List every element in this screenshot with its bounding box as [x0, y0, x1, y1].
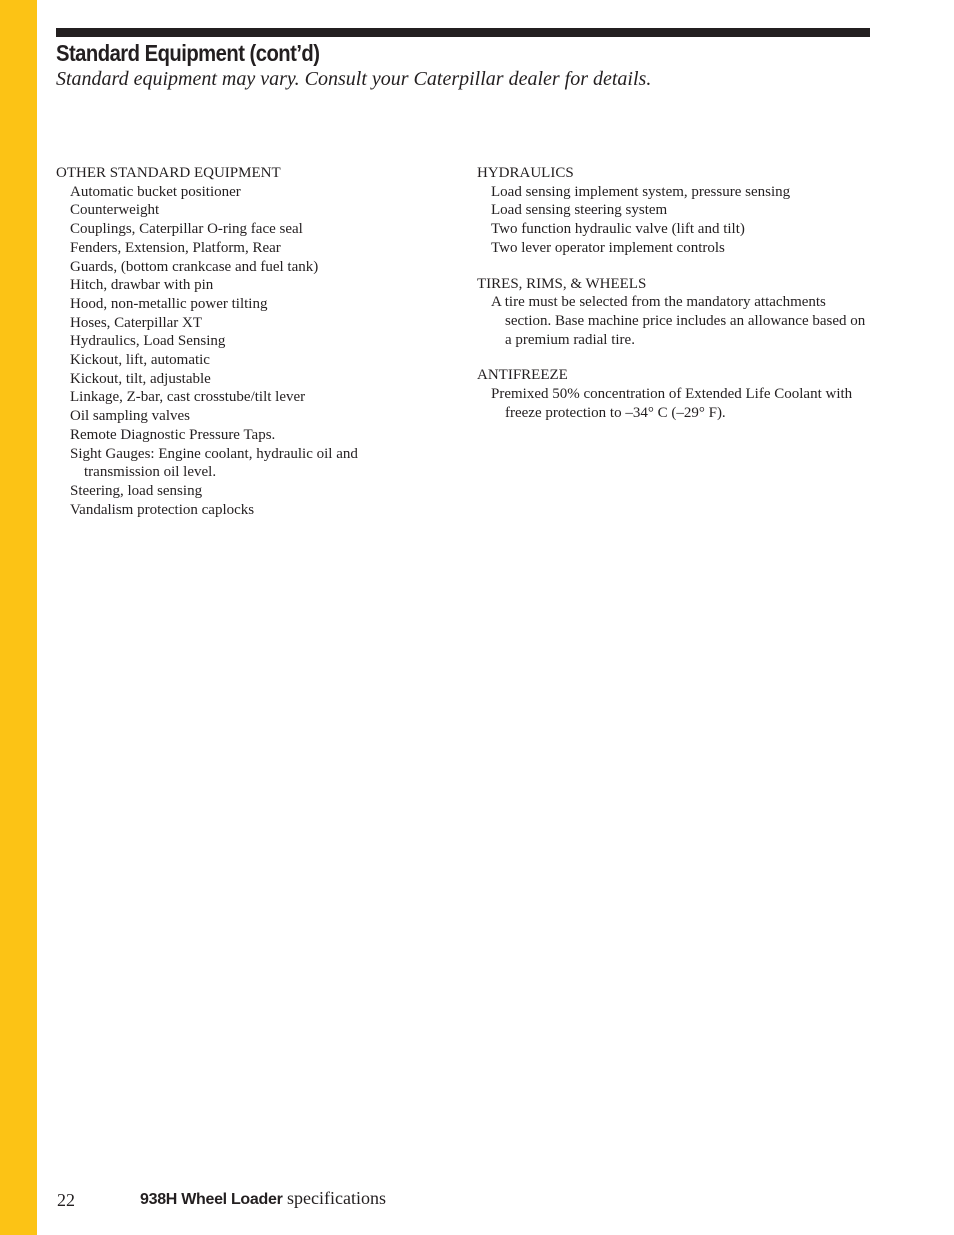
list-item: Automatic bucket positioner — [70, 183, 241, 200]
list-item: Counterweight — [70, 202, 160, 219]
section-heading: ANTIFREEZE — [477, 367, 568, 384]
page-number: 22 — [57, 1190, 75, 1210]
list-item: Steering, load sensing — [70, 482, 203, 499]
footer-model: 938H Wheel Loader — [140, 1191, 283, 1208]
item-list — [56, 183, 386, 520]
list-item: Load sensing steering system — [491, 202, 668, 219]
list-item: Remote Diagnostic Pressure Taps. — [70, 426, 276, 443]
yellow-side-band — [0, 0, 37, 1235]
page-subtitle: Standard equipment may vary. Consult your Caterpillar dealer for details. — [56, 68, 652, 90]
page-title: Standard Equipment (cont’d) — [56, 40, 320, 66]
list-item: Hitch, drawbar with pin — [70, 277, 214, 294]
list-item: Two lever operator implement controls — [491, 239, 725, 256]
list-item: Premixed 50% concentration of Extended Life Coolant with freeze protection to –34° C (–29° F). — [491, 386, 853, 421]
list-item: Vandalism protection caplocks — [70, 501, 255, 518]
list-item: Sight Gauges: Engine coolant, hydraulic oil and transmission oil level. — [70, 445, 358, 481]
section-heading: HYDRAULICS — [477, 165, 574, 181]
footer-suffix: specifications — [287, 1188, 386, 1208]
section-heading: TIRES, RIMS, & WHEELS — [477, 275, 647, 292]
item-list — [477, 183, 872, 258]
header-rule — [56, 28, 870, 37]
list-item: Linkage, Z-bar, cast crosstube/tilt lever — [70, 389, 306, 406]
list-item: Two function hydraulic valve (lift and tilt) — [491, 221, 745, 238]
section-heading: OTHER STANDARD EQUIPMENT — [56, 165, 281, 181]
item-list — [477, 293, 872, 349]
list-item: Guards, (bottom crankcase and fuel tank) — [70, 258, 319, 275]
list-item: Oil sampling valves — [70, 408, 190, 425]
list-item: Hood, non-metallic power tilting — [70, 295, 268, 312]
list-item: Load sensing implement system, pressure sensing — [491, 183, 791, 200]
list-item: Hoses, Caterpillar XT — [70, 314, 203, 331]
list-item: Hydraulics, Load Sensing — [70, 333, 226, 350]
section-antifreeze — [477, 366, 872, 422]
footer-title — [140, 1188, 386, 1209]
item-list — [477, 385, 872, 422]
section-other-standard-equipment — [56, 164, 386, 519]
list-item: Fenders, Extension, Platform, Rear — [70, 239, 281, 256]
list-item: Kickout, tilt, adjustable — [70, 370, 211, 387]
section-tires-rims-wheels — [477, 275, 872, 350]
list-item: A tire must be selected from the mandatory attachments section. Base machine price includes an allowance based on a premium radial tire. — [491, 294, 866, 348]
section-hydraulics — [477, 164, 872, 258]
right-column — [477, 164, 872, 439]
list-item: Couplings, Caterpillar O-ring face seal — [70, 221, 303, 238]
left-column — [56, 164, 386, 536]
list-item: Kickout, lift, automatic — [70, 352, 210, 369]
